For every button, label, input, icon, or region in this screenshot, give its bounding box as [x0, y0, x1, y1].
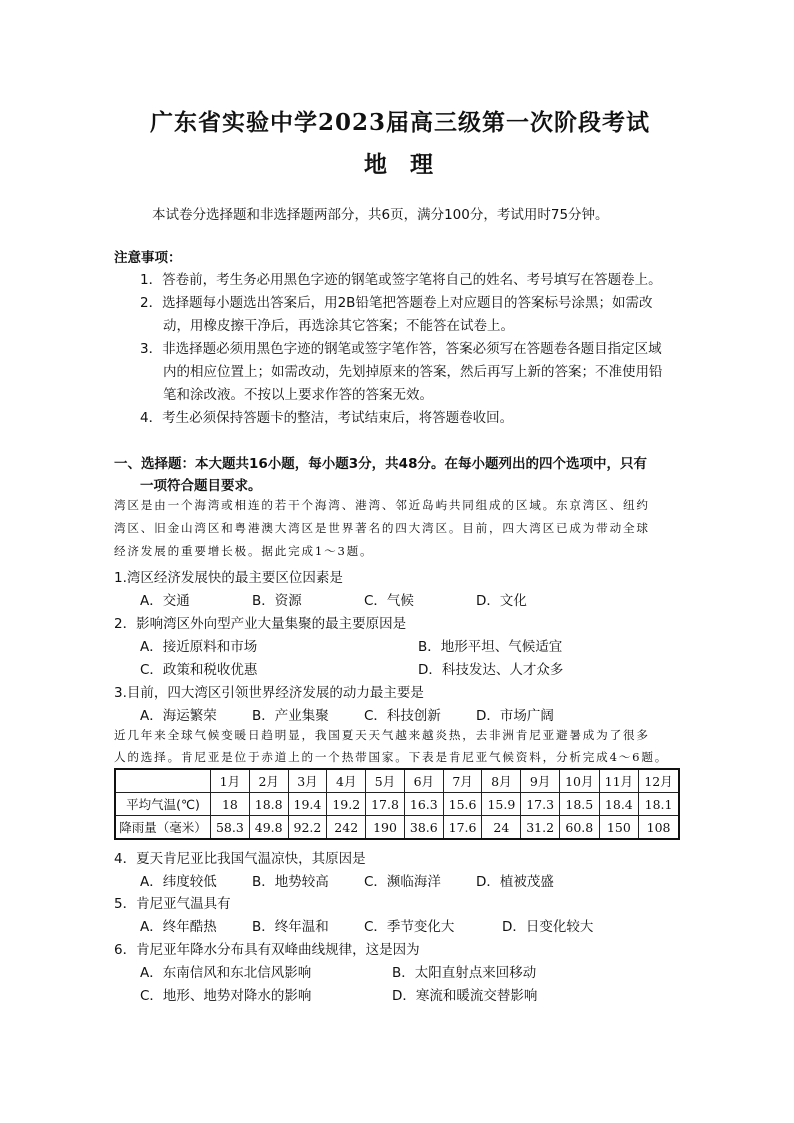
passage2-line2: 人的选择。肯尼亚是位于赤道上的一个热带国家。下表是肯尼亚气候资料，分析完成4～6题。: [114, 750, 669, 764]
rain-cell: 108: [639, 816, 679, 840]
q1-option-b[interactable]: B．资源: [252, 593, 302, 609]
table-corner-cell: [115, 769, 211, 793]
rain-cell: 58.3: [211, 816, 250, 840]
q4-option-d[interactable]: D．植被茂盛: [476, 874, 554, 890]
note-line-6: 笔和涂改液。不按以上要求作答的答案无效。: [163, 387, 433, 403]
rain-cell: 60.8: [560, 816, 600, 840]
temp-cell: 18: [211, 793, 250, 816]
rain-cell: 17.6: [443, 816, 482, 840]
q2-option-b[interactable]: B．地形平坦、气候适宜: [418, 639, 563, 655]
rain-row-label: 降雨量（毫米）: [115, 816, 211, 840]
month-cell: 12月: [639, 769, 679, 793]
q6-option-c[interactable]: C．地形、地势对降水的影响: [140, 988, 312, 1004]
temp-row-label: 平均气温(℃): [115, 793, 211, 816]
month-cell: 8月: [482, 769, 521, 793]
q3-option-c[interactable]: C．科技创新: [364, 708, 441, 724]
month-cell: 2月: [249, 769, 288, 793]
month-cell: 9月: [521, 769, 560, 793]
temp-cell: 18.8: [249, 793, 288, 816]
passage1-line3: 经济发展的重要增长极。据此完成1～3题。: [114, 544, 374, 558]
notes-heading: 注意事项：: [114, 250, 182, 266]
q6-option-b[interactable]: B．太阳直射点来回移动: [392, 965, 537, 981]
q4-option-a[interactable]: A．纬度较低: [140, 874, 217, 890]
q4-option-b[interactable]: B．地势较高: [252, 874, 329, 890]
month-cell: 10月: [560, 769, 600, 793]
q2-option-c[interactable]: C．政策和税收优惠: [140, 662, 258, 678]
q6-stem: 6．肯尼亚年降水分布具有双峰曲线规律，这是因为: [114, 942, 420, 958]
month-cell: 1月: [211, 769, 250, 793]
temp-cell: 18.5: [560, 793, 600, 816]
passage1-line1: 湾区是由一个海湾或相连的若干个海湾、港湾、邻近岛屿共同组成的区域。东京湾区、纽约: [114, 498, 650, 512]
table-row-temperature: [115, 793, 679, 816]
section1-heading-line2: 一项符合题目要求。: [140, 478, 262, 494]
passage2-line1: 近几年来全球气候变暖日趋明显，我国夏天天气越来越炎热，去非洲肯尼亚避暑成为了很多: [114, 728, 650, 742]
month-cell: 7月: [443, 769, 482, 793]
temp-cell: 16.3: [404, 793, 443, 816]
rain-cell: 24: [482, 816, 521, 840]
note-line-5: 内的相应位置上；如需改动，先划掉原来的答案，然后再写上新的答案；不准使用铅: [163, 364, 663, 380]
q5-option-d[interactable]: D．日变化较大: [502, 919, 594, 935]
exam-intro: 本试卷分选择题和非选择题两部分，共6页，满分100分，考试用时75分钟。: [152, 207, 609, 223]
subject-title: 地 理: [364, 151, 433, 178]
q2-option-d[interactable]: D．科技发达、人才众多: [418, 662, 564, 678]
temp-cell: 17.8: [366, 793, 405, 816]
rain-cell: 38.6: [404, 816, 443, 840]
month-cell: 4月: [327, 769, 366, 793]
month-cell: 3月: [288, 769, 327, 793]
q5-option-a[interactable]: A．终年酷热: [140, 919, 217, 935]
note-line-1: 1．答卷前，考生务必用黑色字迹的钢笔或签字笔将自己的姓名、考号填写在答题卷上。: [140, 272, 662, 288]
rain-cell: 31.2: [521, 816, 560, 840]
q1-stem: 1.湾区经济发展快的最主要区位因素是: [114, 570, 343, 586]
table-row-rainfall: [115, 816, 679, 840]
section1-heading-line1: 一、选择题：本大题共16小题，每小题3分，共48分。在每小题列出的四个选项中，只有: [114, 456, 647, 472]
q5-stem: 5．肯尼亚气温具有: [114, 896, 231, 912]
note-line-4: 3．非选择题必须用黑色字迹的钢笔或签字笔作答，答案必须写在答题卷各题目指定区域: [140, 341, 662, 357]
q3-stem: 3.目前，四大湾区引领世界经济发展的动力最主要是: [114, 685, 424, 701]
note-line-2: 2．选择题每小题选出答案后，用2B铅笔把答题卷上对应题目的答案标号涂黑；如需改: [140, 295, 653, 311]
exam-title: 广东省实验中学2023届高三级第一次阶段考试: [150, 109, 651, 136]
temp-cell: 19.2: [327, 793, 366, 816]
q4-option-c[interactable]: C．濒临海洋: [364, 874, 441, 890]
month-cell: 11月: [599, 769, 639, 793]
temp-cell: 17.3: [521, 793, 560, 816]
rain-cell: 190: [366, 816, 405, 840]
q1-option-d[interactable]: D．文化: [476, 593, 527, 609]
passage1-line2: 湾区、旧金山湾区和粤港澳大湾区是世界著名的四大湾区。目前，四大湾区已成为带动全球: [114, 521, 650, 535]
q3-option-d[interactable]: D．市场广阔: [476, 708, 554, 724]
q4-stem: 4．夏天肯尼亚比我国气温凉快，其原因是: [114, 851, 366, 867]
temp-cell: 15.9: [482, 793, 521, 816]
rain-cell: 92.2: [288, 816, 327, 840]
rain-cell: 150: [599, 816, 639, 840]
rain-cell: 49.8: [249, 816, 288, 840]
q1-option-c[interactable]: C．气候: [364, 593, 414, 609]
note-line-7: 4．考生必须保持答题卡的整洁，考试结束后，将答题卷收回。: [140, 410, 514, 426]
q3-option-b[interactable]: B．产业集聚: [252, 708, 329, 724]
temp-cell: 18.1: [639, 793, 679, 816]
q5-option-c[interactable]: C．季节变化大: [364, 919, 455, 935]
temp-cell: 15.6: [443, 793, 482, 816]
q1-option-a[interactable]: A．交通: [140, 593, 190, 609]
table-header-row: [115, 769, 679, 793]
kenya-climate-table: [114, 768, 680, 840]
q6-option-a[interactable]: A．东南信风和东北信风影响: [140, 965, 312, 981]
q2-option-a[interactable]: A．接近原料和市场: [140, 639, 258, 655]
month-cell: 6月: [404, 769, 443, 793]
q6-option-d[interactable]: D．寒流和暖流交替影响: [392, 988, 538, 1004]
month-cell: 5月: [366, 769, 405, 793]
temp-cell: 18.4: [599, 793, 639, 816]
note-line-3: 动，用橡皮擦干净后，再选涂其它答案；不能答在试卷上。: [163, 318, 514, 334]
q3-option-a[interactable]: A．海运繁荣: [140, 708, 217, 724]
q5-option-b[interactable]: B．终年温和: [252, 919, 329, 935]
q2-stem: 2．影响湾区外向型产业大量集聚的最主要原因是: [114, 616, 407, 632]
rain-cell: 242: [327, 816, 366, 840]
temp-cell: 19.4: [288, 793, 327, 816]
